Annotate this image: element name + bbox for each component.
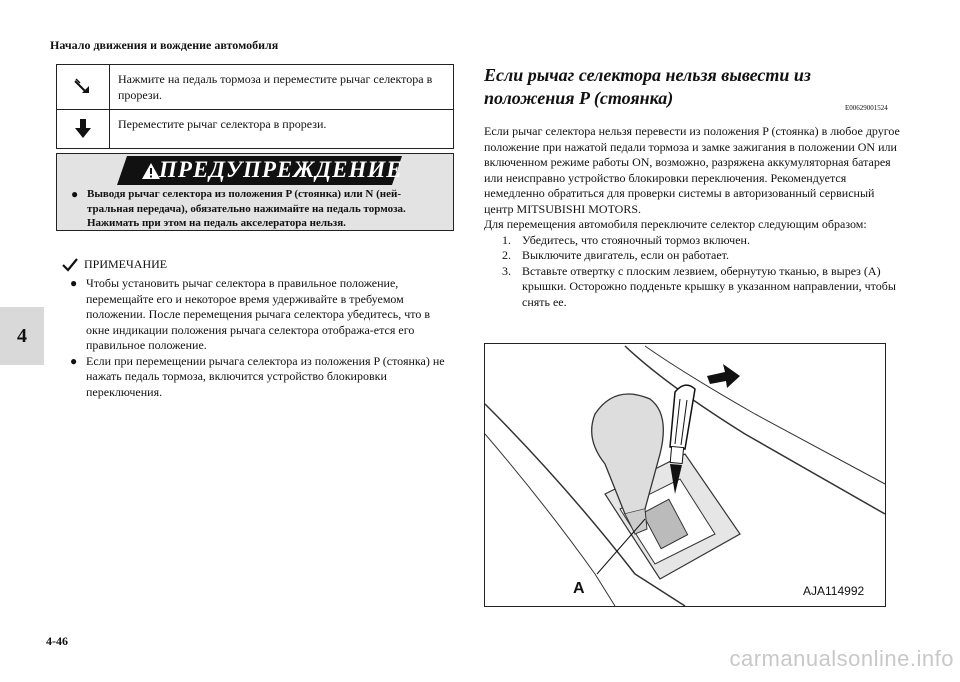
note-check-icon: [62, 258, 78, 272]
bullet-icon: ●: [70, 276, 78, 290]
warning-triangle-icon: [141, 162, 161, 180]
step-text: Переместите рычаг селектора в прорези.: [118, 117, 327, 131]
step-row: [57, 65, 453, 110]
note-label: ПРИМЕЧАНИЕ: [84, 257, 168, 271]
warning-box: [56, 153, 454, 231]
bullet-icon: ●: [70, 353, 78, 368]
shift-lever-illustration: [485, 344, 885, 606]
warning-title: ПРЕДУПРЕЖДЕНИЕ: [159, 157, 403, 182]
section-code: E00629001524: [845, 104, 888, 112]
steps-table: [56, 64, 454, 149]
section-title: Если рычаг селектора нельзя вывести из положения P (стоянка): [484, 65, 811, 108]
note-body: [70, 276, 454, 400]
step-row: [57, 110, 453, 148]
running-header: Начало движения и вождение автомобиля: [50, 38, 279, 52]
watermark: carmanualsonline.info: [729, 646, 954, 671]
step-text: Нажмите на педаль тормоза и переместите рычаг селектора в прорези.: [118, 72, 433, 102]
page-number: 4-46: [46, 634, 68, 648]
arrow-down-icon: [57, 110, 110, 148]
note-heading: [62, 257, 167, 272]
list-item: 1. Убедитесь, что стояночный тормоз включен.: [502, 232, 750, 247]
section-paragraph: Если рычаг селектора нельзя перевести из положения P (стоянка) в любое другое положение при нажатой педали тормоза и замке зажигания в положении ON или включенном режиме работы ON, возможно, разряжена аккумуляторная батарея или неисправно устройство блокировки переключения. Рекомендуется немедленно обратиться для проверки системы в авторизованный сервисный центр MITSUBISHI MOTORS.: [484, 124, 900, 216]
list-item: ● Если при перемещении рычага селектора из положения P (стоянка) не нажать педаль тормоза, включится устройство блокировки переключения.: [70, 353, 445, 399]
warning-text: ● Выводя рычаг селектора из положения P (стоянка) или N (ней-тральная передача), обязательно нажимайте на педаль тормоза. Нажимать при этом на педаль акселератора нельзя.: [71, 187, 406, 229]
section-body: [484, 124, 904, 310]
figure-code: AJA114992: [803, 584, 865, 598]
list-item: ● Чтобы установить рычаг селектора в правильное положение, перемещайте его и некоторое время удерживайте в требуемом положении. После перемещения рычага селектора убедитесь, что в окне индикации положения рычага селектора отобража-ется его правильное положение.: [70, 276, 431, 352]
section-intro: Для перемещения автомобиля переключите селектор следующим образом:: [484, 217, 867, 231]
bullet-icon: ●: [71, 187, 79, 201]
list-item: 3. Вставьте отвертку с плоским лезвием, обернутую тканью, в вырез (A) крышки. Осторожно подденьте крышку в указанном направлении, чтобы снять ее.: [502, 263, 896, 309]
foot-pedal-down-icon: [57, 65, 110, 109]
figure-shift-lever: [484, 343, 886, 607]
list-item: 2. Выключите двигатель, если он работает.: [502, 248, 730, 262]
chapter-number: 4: [17, 324, 27, 347]
figure-label-a: A: [573, 580, 585, 597]
